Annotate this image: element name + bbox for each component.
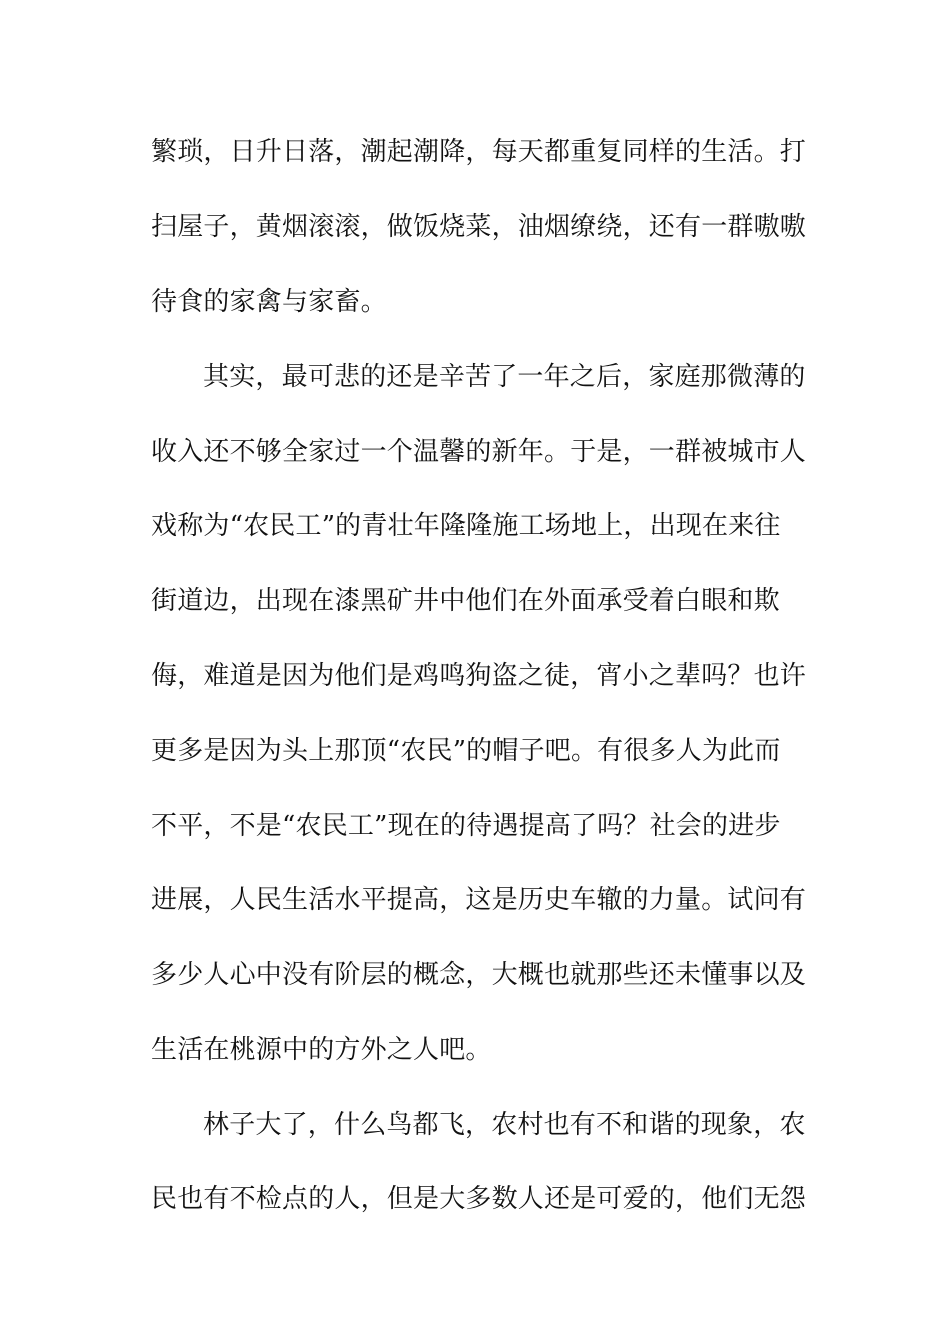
text-line: 街道边，出现在漆黑矿井中他们在外面承受着白眼和欺	[151, 586, 780, 616]
text-line: 收入还不够全家过一个温馨的新年。于是，一群被城市人	[151, 437, 807, 467]
text-line: 多少人心中没有阶层的概念，大概也就那些还未懂事以及	[151, 960, 807, 990]
text-line: 进展，人民生活水平提高，这是历史车辙的力量。试问有	[151, 885, 807, 915]
text-line: 侮，难道是因为他们是鸡鸣狗盗之徒，宵小之辈吗？也许	[151, 661, 807, 691]
text-line: 扫屋子，黄烟滚滚，做饭烧菜，油烟缭绕，还有一群嗷嗷	[151, 212, 807, 242]
text-line: 生活在桃源中的方外之人吧。	[151, 1035, 492, 1065]
text-line: 繁琐，日升日落，潮起潮降，每天都重复同样的生活。打	[151, 137, 807, 167]
text-line: 民也有不检点的人，但是大多数人还是可爱的，他们无怨	[151, 1184, 807, 1214]
paragraph-start-line: 其实，最可悲的还是辛苦了一年之后，家庭那微薄的	[203, 362, 806, 392]
text-line: 戏称为“农民工”的青壮年隆隆施工场地上，出现在来往	[151, 511, 781, 541]
paragraph-start-line: 林子大了，什么鸟都飞，农村也有不和谐的现象，农	[203, 1110, 806, 1140]
text-line: 不平，不是“农民工”现在的待遇提高了吗？社会的进步	[151, 811, 781, 841]
text-line: 待食的家禽与家畜。	[151, 287, 387, 317]
text-line: 更多是因为头上那顶“农民”的帽子吧。有很多人为此而	[151, 736, 781, 766]
